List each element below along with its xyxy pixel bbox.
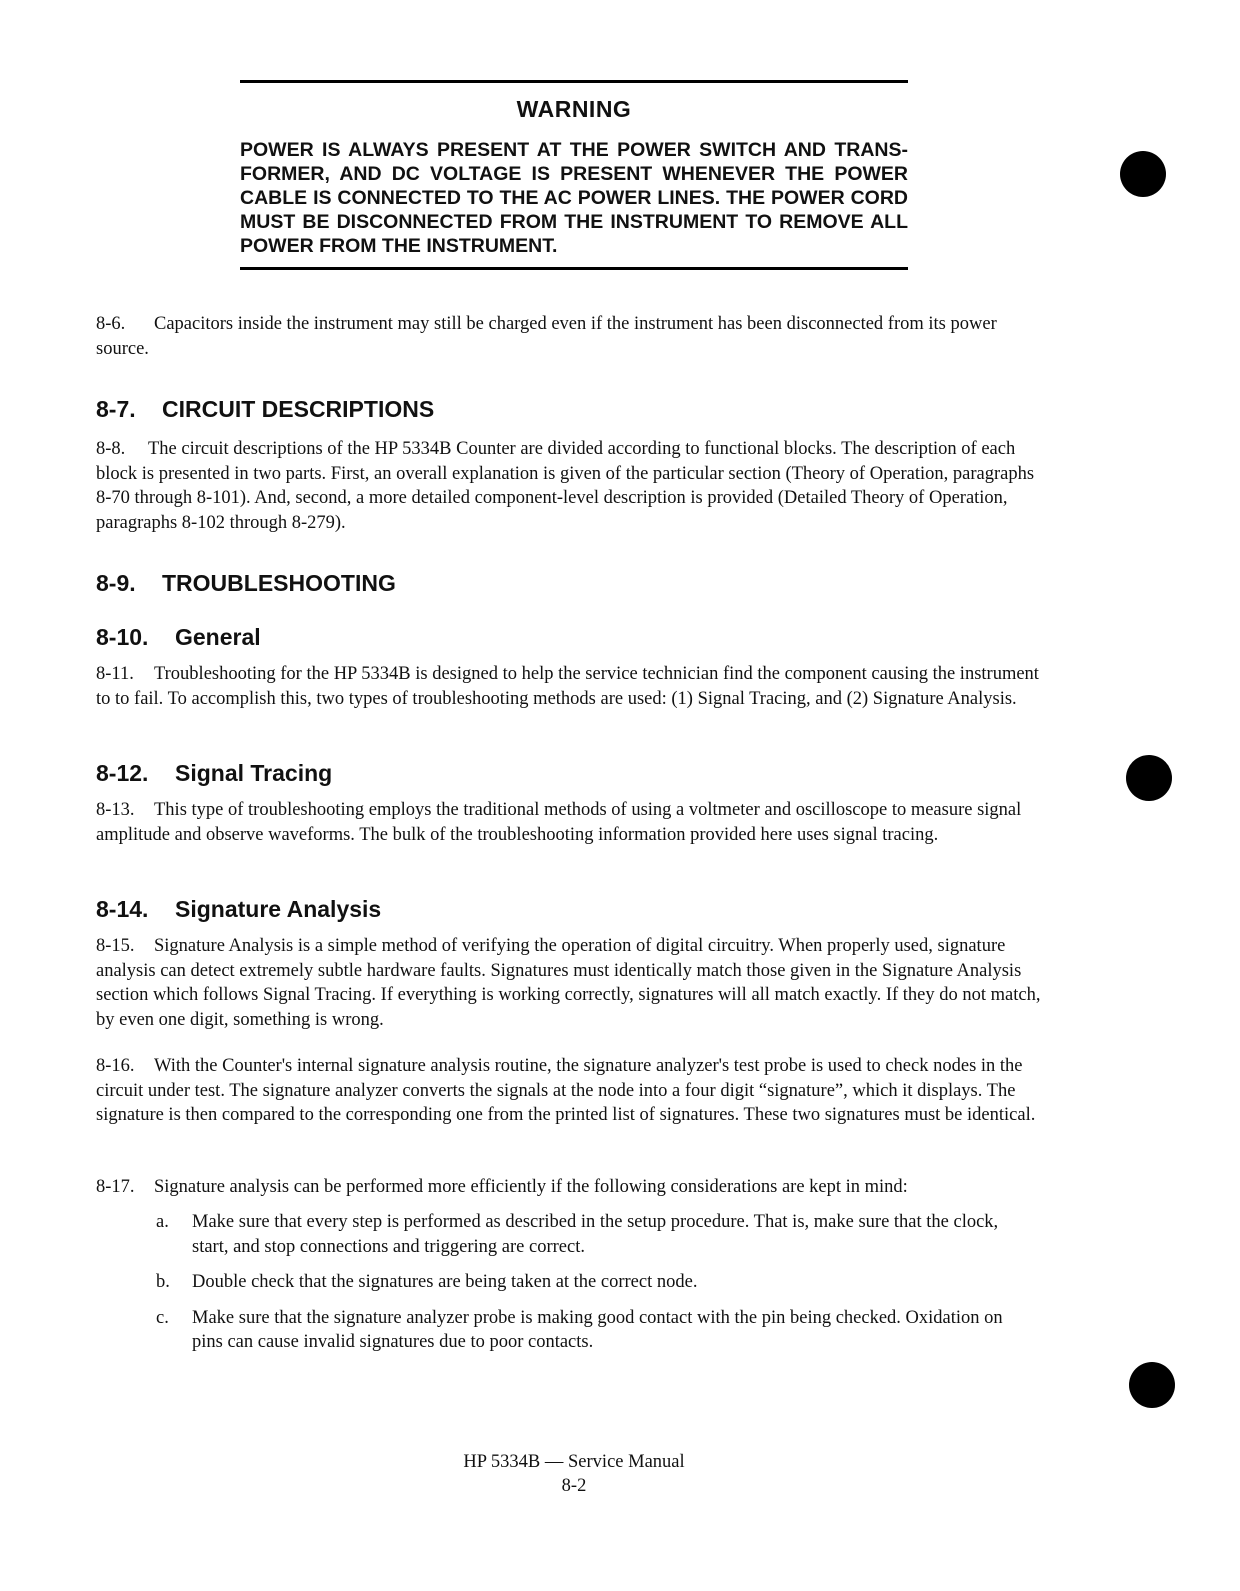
paragraph-8-11 <box>96 662 1042 711</box>
section-title: TROUBLESHOOTING <box>162 570 396 596</box>
warning-bottom-rule <box>240 267 908 270</box>
paragraph-8-17 <box>96 1175 1042 1200</box>
binder-hole <box>1129 1362 1175 1408</box>
list-item <box>156 1270 1036 1295</box>
paragraph-number: 8-11. <box>96 664 134 684</box>
page-number: 8-2 <box>561 1476 587 1496</box>
paragraph-8-16 <box>96 1054 1042 1128</box>
page-footer <box>400 1450 748 1498</box>
paragraph-number: 8-13. <box>96 800 135 820</box>
considerations-list <box>156 1210 1036 1366</box>
warning-top-rule <box>240 80 908 83</box>
section-title: General <box>175 624 261 650</box>
list-marker: b. <box>156 1272 170 1292</box>
list-item-text: Double check that the signatures are being taken at the correct node. <box>192 1272 698 1292</box>
paragraph-8-6 <box>96 312 1042 361</box>
section-number: 8-12. <box>96 760 149 786</box>
warning-text: POWER IS ALWAYS PRESENT AT THE POWER SWITCH AND TRANS-FORMER, AND DC VOLTAGE IS PRESENT WHENEVER THE POWER CABLE IS CONNECTED TO THE AC POWER LINES. THE POWER CORD MUST BE DISCONNECTED FROM THE INSTRUMENT TO REMOVE ALL POWER FROM THE INSTRUMENT. <box>240 139 908 257</box>
list-item <box>156 1210 1036 1259</box>
list-item-text: Make sure that every step is performed as described in the setup procedure. That is, make sure that the clock, start, and stop connections and triggering are correct. <box>192 1212 999 1257</box>
list-item <box>156 1306 1036 1355</box>
paragraph-text: Troubleshooting for the HP 5334B is designed to help the service technician find the component causing the instrument to to fail. To accomplish this, two types of troubleshooting methods are used: (1) Signal Tracing, and (2) Signature Analysis. <box>96 664 1039 709</box>
section-number: 8-10. <box>96 624 149 650</box>
section-heading-8-9 <box>96 570 396 597</box>
warning-title: WARNING <box>516 96 632 122</box>
paragraph-number: 8-6. <box>96 314 126 334</box>
section-title: Signal Tracing <box>175 760 333 786</box>
paragraph-text: Signature analysis can be performed more efficiently if the following considerations are kept in mind: <box>154 1177 908 1197</box>
paragraph-8-8 <box>96 437 1042 535</box>
paragraph-text: Signature Analysis is a simple method of verifying the operation of digital circuitry. When properly used, signature analysis can detect extremely subtle hardware faults. Signatures must identically match those given in the Signature Analysis section which follows Signal Tracing. If everything is working correctly, signatures will all match exactly. If they do not match, by even one digit, something is wrong. <box>96 936 1041 1030</box>
manual-title: HP 5334B — Service Manual <box>463 1452 685 1472</box>
paragraph-number: 8-16. <box>96 1056 135 1076</box>
list-item-text: Make sure that the signature analyzer probe is making good contact with the pin being checked. Oxidation on pins can cause invalid signatures due to poor contacts. <box>192 1307 1003 1352</box>
section-title: CIRCUIT DESCRIPTIONS <box>162 396 435 422</box>
subsection-heading-8-12 <box>96 760 332 787</box>
paragraph-text: This type of troubleshooting employs the traditional methods of using a voltmeter and oscilloscope to measure signal amplitude and observe waveforms. The bulk of the troubleshooting information provided here uses signal tracing. <box>96 800 1022 845</box>
list-marker: c. <box>156 1307 169 1328</box>
subsection-heading-8-14 <box>96 896 381 923</box>
section-number: 8-14. <box>96 896 149 922</box>
list-marker: a. <box>156 1212 169 1232</box>
paragraph-text: The circuit descriptions of the HP 5334B Counter are divided according to functional blocks. The description of each block is presented in two parts. First, an overall explanation is given of the particular section (Theory of Operation, paragraphs 8-70 through 8-101). And, second, a more detailed component-level description is provided (Detailed Theory of Operation, paragraphs 8-102 through 8-279). <box>96 439 1035 533</box>
paragraph-text: Capacitors inside the instrument may still be charged even if the instrument has been disconnected from its power source. <box>96 314 997 359</box>
paragraph-text: With the Counter's internal signature analysis routine, the signature analyzer's test probe is used to check nodes in the circuit under test. The signature analyzer converts the signals at the node into a four digit “signature”, which it displays. The signature is then compared to the corresponding one from the printed list of signatures. These two signatures must be identical. <box>96 1056 1036 1125</box>
paragraph-8-13 <box>96 798 1042 847</box>
section-number: 8-7. <box>96 396 136 422</box>
section-title: Signature Analysis <box>175 896 382 922</box>
binder-hole <box>1126 755 1172 801</box>
paragraph-number: 8-15. <box>96 936 135 956</box>
paragraph-8-15 <box>96 934 1042 1032</box>
section-heading-8-7 <box>96 396 434 423</box>
paragraph-number: 8-17. <box>96 1177 135 1197</box>
binder-hole <box>1120 151 1166 197</box>
subsection-heading-8-10 <box>96 624 261 651</box>
section-number: 8-9. <box>96 570 136 596</box>
paragraph-number: 8-8. <box>96 439 126 459</box>
